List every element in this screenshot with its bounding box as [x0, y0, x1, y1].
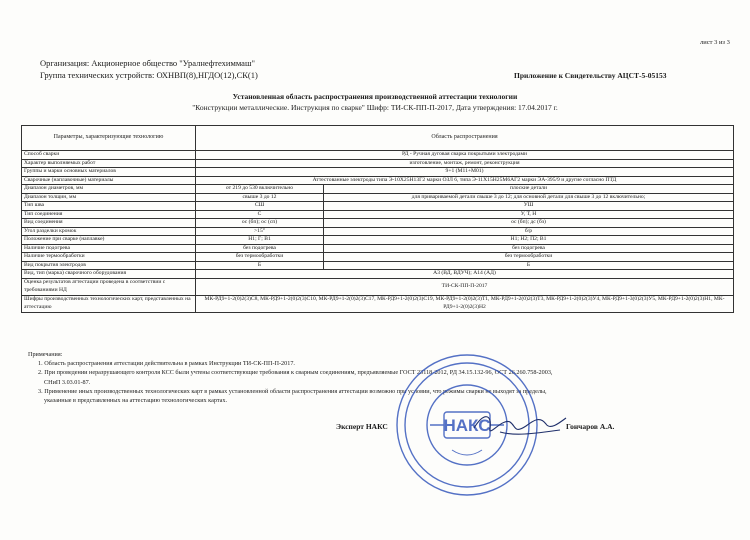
row-label: Тип шва: [22, 202, 196, 211]
row-label: Тип соединения: [22, 210, 196, 219]
table-row: [22, 270, 734, 279]
row-label: Сварочные (наплавочные) материалы: [22, 176, 196, 185]
row-label: Диапазон толщин, мм: [22, 193, 196, 202]
row-label: Способ сварки: [22, 151, 196, 160]
table-row: [22, 295, 734, 312]
table-header-row: [22, 126, 734, 151]
header-scope: Область распространения: [196, 126, 734, 151]
expert-label: Эксперт НАКС: [336, 422, 388, 431]
table-row: [22, 168, 734, 177]
table-row: [22, 151, 734, 160]
row-value: РД - Ручная дуговая сварка покрытыми электродами: [196, 151, 734, 160]
row-left-value: ос (бп); ос (сп): [196, 219, 324, 228]
row-right-value: без подогрева: [324, 244, 734, 253]
row-left-value: Б: [196, 261, 324, 270]
table-row: [22, 236, 734, 245]
header-parameters: Параметры, характеризующие технологию: [22, 126, 196, 151]
table-row: [22, 219, 734, 228]
note-2: 2. При проведении неразрушающего контроля КСС были учтены соответствующие требования к сварным соединениям, предъявляемые ГОСТ 23118-2012, РД 34.15.132-96, ОСТ 26.260.758-2003,: [38, 369, 553, 377]
row-left-value: без термообработки: [196, 253, 324, 262]
row-right-value: б/р: [324, 227, 734, 236]
row-right-value: Н1; Н2; П2; В1: [324, 236, 734, 245]
note-1: 1. Область распространения аттестации действительна в рамках Инструкции ТИ-СК-ПП-П-2017.: [38, 360, 295, 368]
row-left-value: свыше 3 до 12: [196, 193, 324, 202]
notes-section: [28, 350, 728, 405]
row-label: Вид, тип (марка) сварочного оборудования: [22, 270, 196, 279]
row-right-value: для привариваемой детали свыше 3 до 12; для основной детали для свыше 3 до 12 включительно;: [324, 193, 734, 202]
row-left-value: >15°: [196, 227, 324, 236]
table-row: [22, 244, 734, 253]
row-label: Диапазон диаметров, мм: [22, 185, 196, 194]
sheet-number: лист 3 из 3: [700, 39, 730, 46]
table-row: [22, 159, 734, 168]
row-right-value: У, Т, Н: [324, 210, 734, 219]
table-row: [22, 193, 734, 202]
device-group-line: Группа технических устройств: ОХНВП(8),НГДО(12),СК(1): [40, 70, 258, 80]
row-value: 9+1 (М11+М01): [196, 168, 734, 177]
row-label: Вид покрытия электродов: [22, 261, 196, 270]
row-label: Оценка результатов аттестации проведена в соответствии с требованиями НД: [22, 278, 196, 295]
table-row: [22, 176, 734, 185]
note-2-continued: СНиП 3.03.01-87.: [44, 378, 91, 386]
table-row: [22, 227, 734, 236]
row-label: Вид соединения: [22, 219, 196, 228]
note-3: 3. Применение иных производственных технологических карт в рамках установленной области распространения аттестации возможно при условии, что режимы сварки не выходят за пределы,: [38, 387, 547, 395]
appendix-label: Приложение к Свидетельству АЦСТ-5-05153: [514, 71, 667, 80]
row-label: Наличие подогрева: [22, 244, 196, 253]
signature-icon: [470, 404, 570, 444]
row-label: Угол разделки кромок: [22, 227, 196, 236]
organization-line: Организация: Акционерное общество "Уралнефтехиммаш": [40, 58, 255, 68]
row-value: изготовление, монтаж, ремонт, реконструкция: [196, 159, 734, 168]
document-title: Установленная область распространения производственной аттестации технологии: [232, 92, 518, 101]
row-right-value: плоские детали: [324, 185, 734, 194]
scope-table: [21, 125, 734, 313]
table-row: [22, 278, 734, 295]
table-row: [22, 202, 734, 211]
row-value: МК-РД9+1-2(0)2(3)С8, МК-РД9+1-2(0)2(3)С10, МК-РД9+1-2(0)2(3)С17, МК-РД9+1-2(0)2(3)С19, МК-РД9+1-2(0)2(3)Т1, МК-РД9+1-2(0)2(3)Т3, МК-РД9+1-2(0)2(3)У4, МК-РД9+1-3(0)2(3)У5, МК-РД9+1-2(0)2(3)Н1, МК-РД9+1-2(0)2(3)Н2: [196, 295, 734, 312]
row-label: Наличие термообработки: [22, 253, 196, 262]
row-left-value: Н1; Г; В1: [196, 236, 324, 245]
row-label: Шифры производственных технологических карт, представленных на аттестацию: [22, 295, 196, 312]
row-value: А3 (ВД, ВДУЧ); А14 (АД): [196, 270, 734, 279]
table-row: [22, 210, 734, 219]
row-value: Аттестованные электроды типа Э-10Х25Н13Г2 марки ОЗЛ 6, типа Э-11Х15Н25М6АГ2 марки ЭА-395/9 и другие согласно ПТД: [196, 176, 734, 185]
row-left-value: без подогрева: [196, 244, 324, 253]
table-row: [22, 253, 734, 262]
row-right-value: без термообработки: [324, 253, 734, 262]
row-left-value: от 219 до 530 включительно: [196, 185, 324, 194]
row-left-value: СШ: [196, 202, 324, 211]
row-right-value: ос (бп); дс (бз): [324, 219, 734, 228]
expert-name: Гончаров А.А.: [566, 422, 615, 431]
row-label: Группы и марки основных материалов: [22, 168, 196, 177]
notes-heading: Примечания:: [28, 351, 63, 358]
row-right-value: Б: [324, 261, 734, 270]
seal-label: НАКС: [443, 416, 491, 435]
note-3-continued: указанные в представленных на аттестацию технологических картах.: [44, 397, 228, 405]
table-row: [22, 185, 734, 194]
row-label: Характер выполняемых работ: [22, 159, 196, 168]
document-subtitle: "Конструкции металлические. Инструкция по сварке" Шифр: ТИ-СК-ПП-П-2017, Дата утверждения: 17.04.2017 г.: [192, 103, 558, 112]
row-value: ТИ-СК-ПП-П-2017: [196, 278, 734, 295]
row-label: Положение при сварке (наплавке): [22, 236, 196, 245]
table-row: [22, 261, 734, 270]
row-right-value: УШ: [324, 202, 734, 211]
row-left-value: С: [196, 210, 324, 219]
